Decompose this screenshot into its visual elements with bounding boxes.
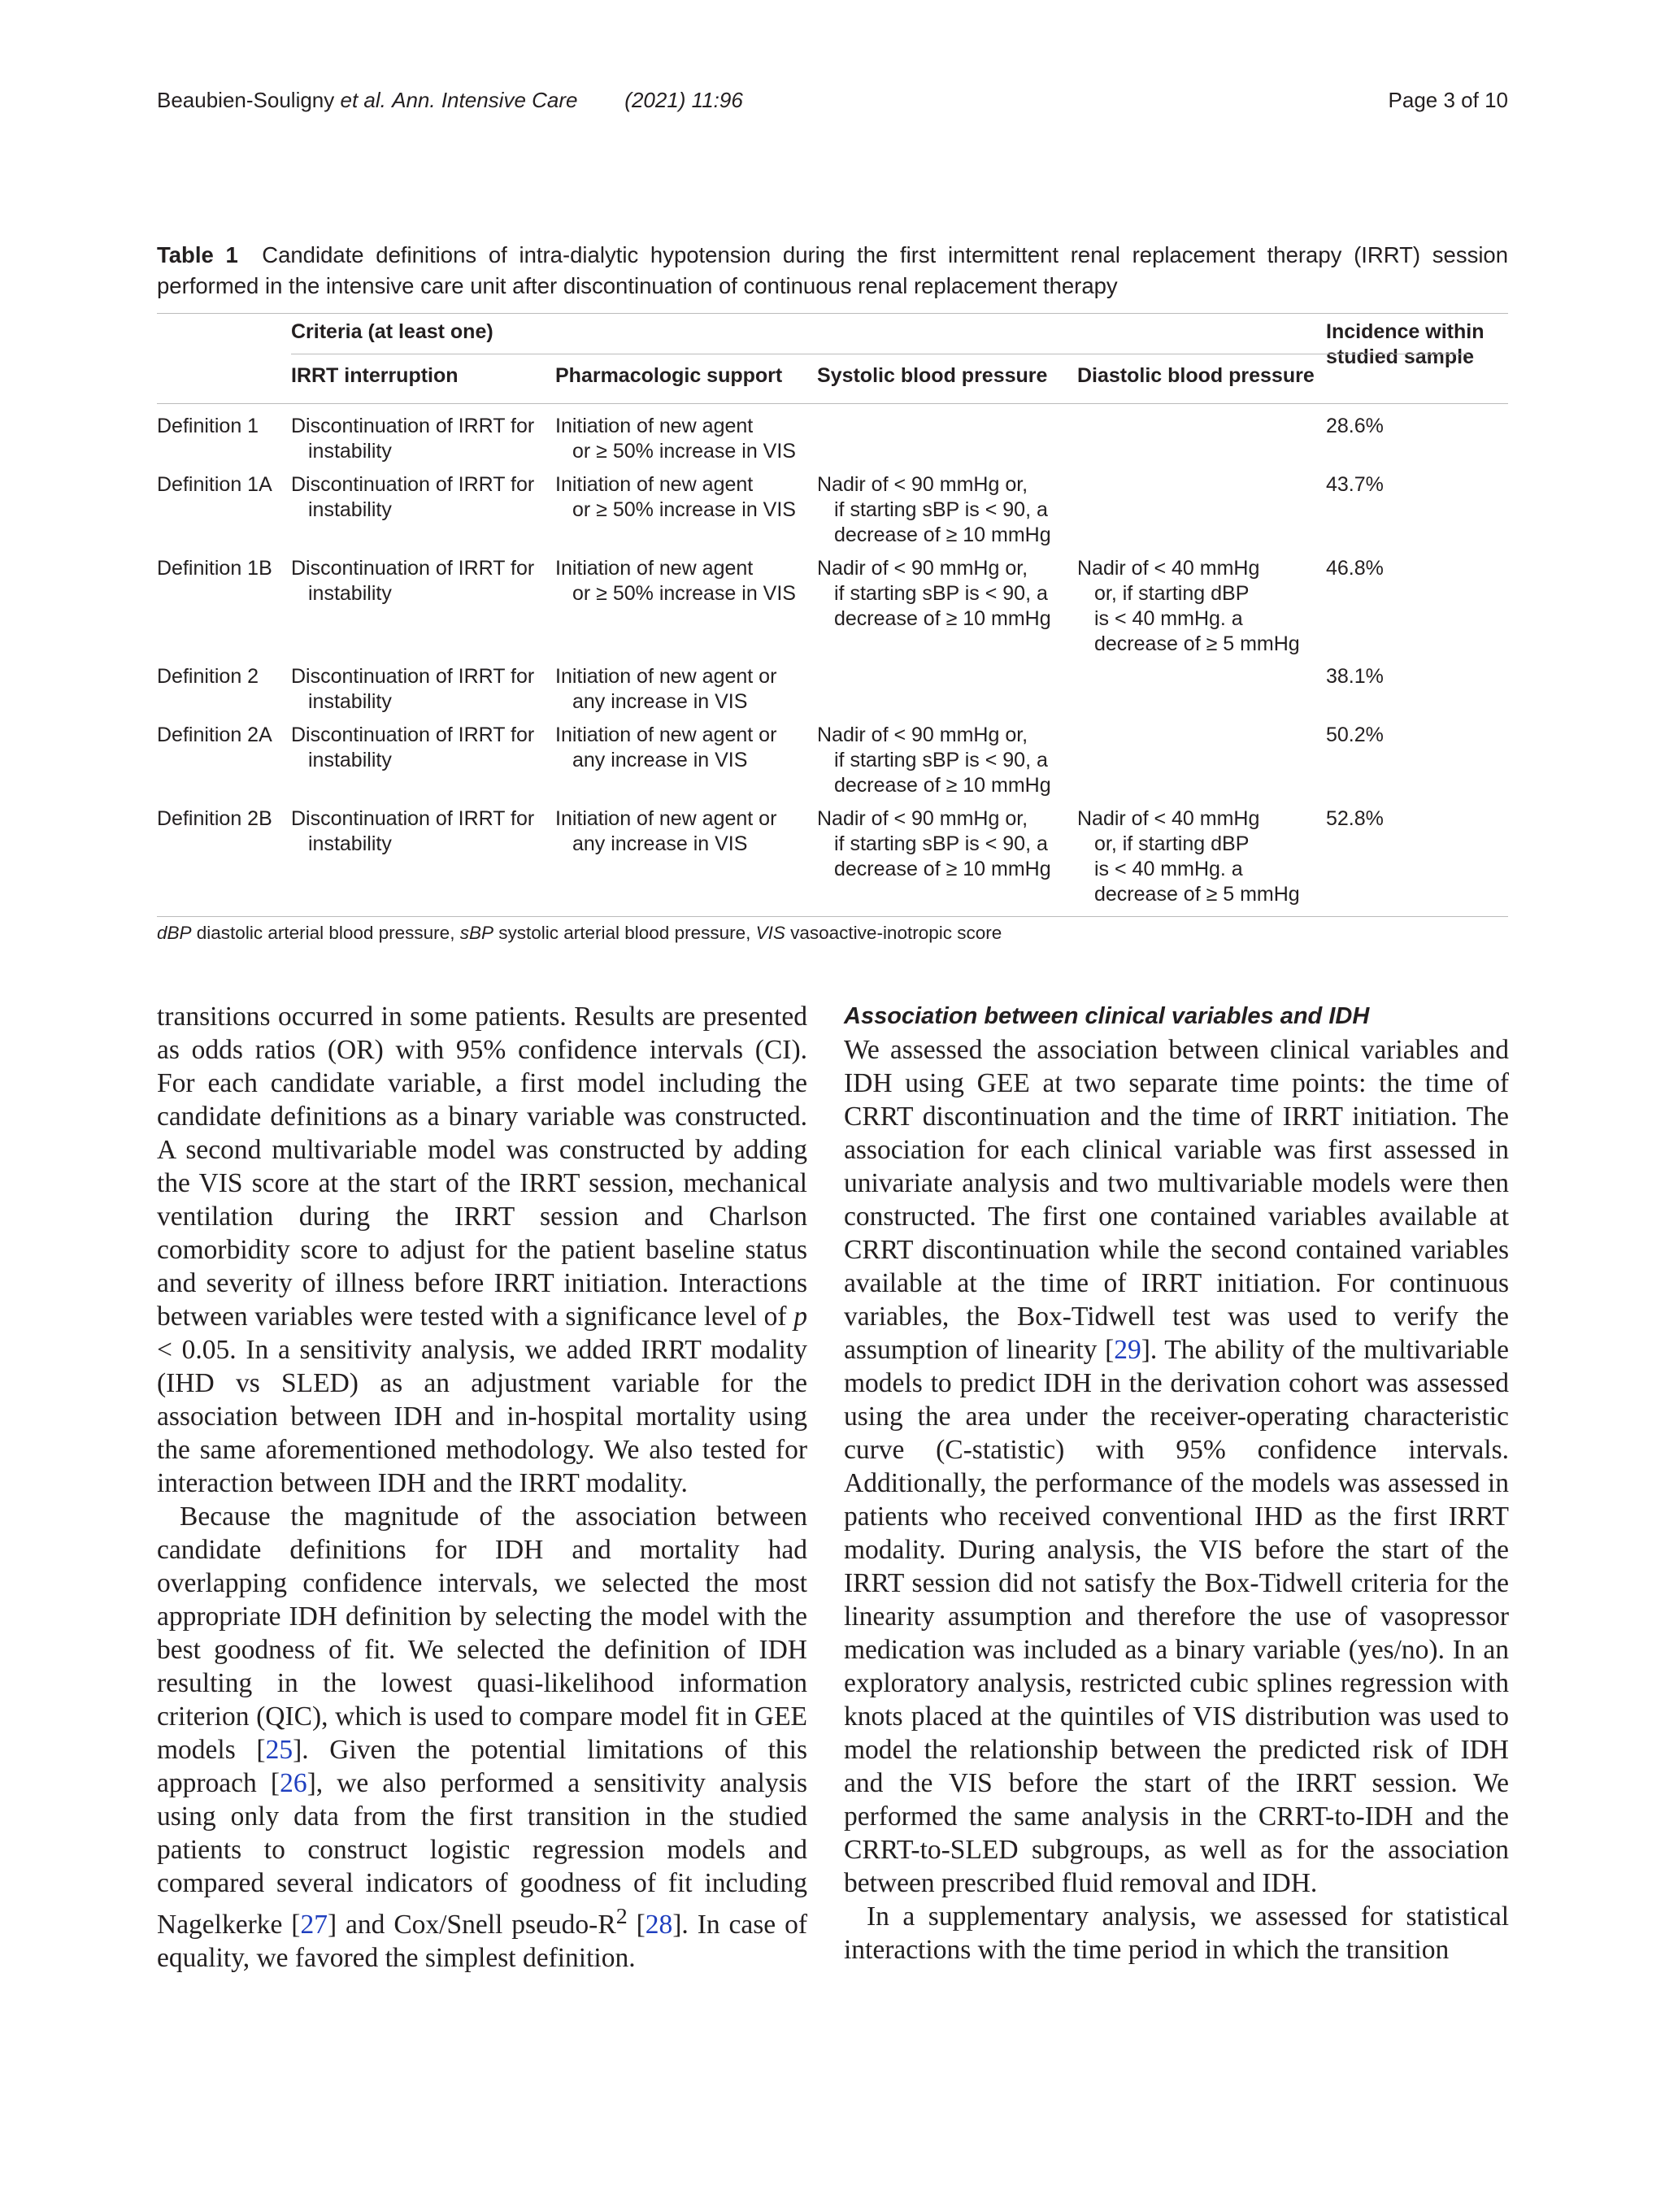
cell-line: decrease of ≥ 10 mmHg [834,774,1051,797]
text-run: ] and Cox/Snell pseudo-R [327,1910,616,1940]
row-name: Definition 2B [157,807,272,830]
incidence-cell: 38.1% [1326,665,1384,688]
incidence-cell: 43.7% [1326,473,1384,496]
cell-line: Initiation of new agent or [555,807,777,830]
cell-line: if starting sBP is < 90, a [834,498,1048,521]
sbp-cell [817,472,1051,548]
text-run: transitions occurred in some patients. Results are presented as odds ratios (OR) with 95% confidence intervals (CI). For each candidate variable, a first model including the candidate definitions as a binary variable was constructed. A second multivariable model was constructed by adding the VIS score at the start of the IRRT session, mechanical ventilation during the IRRT session and Charlson comorbidity score to adjust for the patient baseline status and severity of illness before IRRT initiation. Interactions between variables were tested with a significance level of [157,1002,807,1332]
row-name: Definition 2A [157,724,272,746]
cell-line: or ≥ 50% increase in VIS [572,440,796,463]
incidence-cell: 28.6% [1326,415,1384,437]
right-text-column [844,1000,1509,1966]
math-var: p [793,1302,807,1332]
text-run: We assessed the association between clinical variables and IDH using GEE at two separate time points: the time of CRRT discontinuation and the time of IRRT initiation. The association for each clinical variable was first assessed in univariate analysis and two multivariable models were then constructed. The first one contained variables available at CRRT discontinuation while the second contained variables available at the time of IRRT initiation. For continuous variables, the Box-Tidwell test was used to verify the assumption of linearity [ [844,1035,1509,1365]
cell-line: Nadir of < 90 mmHg or, [817,724,1028,746]
citation-link[interactable]: 26 [280,1768,307,1798]
cell-line: if starting sBP is < 90, a [834,832,1048,855]
cell-line: or, if starting dBP [1094,582,1250,605]
row-name: Definition 1B [157,557,272,580]
pharm-cell [555,723,776,773]
text-run: ]. Given the potential limitations of this approach [ [157,1735,807,1798]
header-journal: Ann. Intensive Care [392,88,578,112]
cell-line: if starting sBP is < 90, a [834,582,1048,605]
cell-line: decrease of ≥ 10 mmHg [834,607,1051,630]
text-run: Because the magnitude of the association between candidate definitions for IDH and mortality had overlapping confidence intervals, we selected the most appropriate IDH definition by selecting the model with the best goodness of fit. We selected the definition of IDH resulting in the lowest quasi-likelihood information criterion (QIC), which is used to compare model fit in GEE models [ [157,1501,807,1765]
cell-line: Discontinuation of IRRT for [291,724,535,746]
col-header-irrt: IRRT interruption [291,364,459,387]
cell-line: or, if starting dBP [1094,832,1250,855]
text-run: ]. In case of equality, we favored the simplest definition. [157,1910,807,1974]
incidence-header: Incidence within studied sample [1326,320,1485,368]
paragraph: In a supplementary analysis, we assessed for statistical interactions with the time period in which the transition [844,1901,1509,1965]
paragraph [157,1500,807,1975]
cell-line: instability [308,498,392,521]
table-top-rule [157,313,1508,314]
cell-line: is < 40 mmHg. a [1094,607,1243,630]
table-header-rule [157,403,1508,404]
header-etal: et al. [340,88,386,112]
footnote-def: vasoactive-inotropic score [785,923,1002,943]
citation-link[interactable]: 28 [645,1910,673,1940]
incidence-cell: 50.2% [1326,724,1384,746]
paragraph [157,1000,807,1500]
text-run: ]. The ability of the multivariable models to predict IDH in the derivation cohort was assessed using the area under the receiver-operating characteristic curve (C-statistic) with 95% confidence intervals. Additionally, the performance of the models was assessed in patients who received conventional IHD as the first IRRT modality. During analysis, the VIS before the start of the IRRT session did not satisfy the Box-Tidwell criteria for the linearity assumption and therefore the use of vasopressor medication was included as a binary variable (yes/no). In an exploratory analysis, restricted cubic splines regression with knots placed at the quintiles of VIS distribution was used to model the relationship between the predicted risk of IDH and the VIS before the start of the IRRT session. We performed the same analysis in the CRRT-to-IDH and the CRRT-to-SLED subgroups, as well as for the association between prescribed fluid removal and IDH. [844,1335,1509,1898]
cell-line: Discontinuation of IRRT for [291,665,535,688]
cell-line: Nadir of < 90 mmHg or, [817,807,1028,830]
pharm-cell [555,414,796,464]
cell-line: Initiation of new agent [555,557,754,580]
pharm-cell [555,806,776,857]
table-caption [157,240,1508,302]
row-name: Definition 1 [157,415,259,437]
dbp-cell [1077,806,1300,907]
cell-line: Discontinuation of IRRT for [291,415,535,437]
cell-line: any increase in VIS [572,832,748,855]
sbp-cell [817,806,1051,882]
irrt-cell [291,806,534,857]
citation-link[interactable]: 25 [265,1735,293,1765]
col-header-pharm: Pharmacologic support [555,364,783,387]
pharm-cell [555,556,796,606]
cell-line: instability [308,582,392,605]
row-name: Definition 1A [157,473,272,496]
paragraph [844,1033,1509,1900]
footnote-abbr: sBP [459,923,493,943]
col-header-dbp: Diastolic blood pressure [1077,364,1315,387]
section-heading: Association between clinical variables and IDH [844,1003,1370,1029]
table-footnote [157,923,1002,944]
text-run: [ [627,1910,646,1940]
running-header [157,88,1508,120]
cell-line: Nadir of < 90 mmHg or, [817,557,1028,580]
cell-line: Nadir of < 40 mmHg [1077,807,1260,830]
page-number: Page 3 of 10 [1388,88,1508,112]
header-volume: (2021) 11:96 [624,88,743,112]
cell-line: Initiation of new agent [555,415,754,437]
col-header-sbp: Systolic blood pressure [817,364,1048,387]
cell-line: instability [308,749,392,771]
pharm-cell [555,472,796,523]
superscript: 2 [615,1904,628,1929]
footnote-def: diastolic arterial blood pressure, [191,923,460,943]
citation-link[interactable]: 27 [300,1910,328,1940]
sbp-cell [817,556,1051,632]
incidence-cell: 52.8% [1326,807,1384,830]
header-authors: Beaubien-Souligny [157,88,335,112]
left-text-column [157,1000,807,1975]
criteria-group-header: Criteria (at least one) [291,320,493,343]
cell-line: Initiation of new agent or [555,724,777,746]
irrt-cell [291,664,534,715]
dbp-cell [1077,556,1300,657]
footnote-def: systolic arterial blood pressure, [493,923,756,943]
cell-line: any increase in VIS [572,749,748,771]
row-name: Definition 2 [157,665,259,688]
header-citation [157,88,743,113]
cell-line: Discontinuation of IRRT for [291,557,535,580]
citation-link[interactable]: 29 [1114,1335,1141,1365]
footnote-abbr: VIS [755,923,785,943]
irrt-cell [291,472,534,523]
irrt-cell [291,556,534,606]
table-label: Table 1 [157,242,238,267]
cell-line: any increase in VIS [572,690,748,713]
incidence-cell: 46.8% [1326,557,1384,580]
footnote-abbr: dBP [157,923,192,943]
table-caption-text: Candidate definitions of intra-dialytic hypotension during the first intermittent renal replacement therapy (IRRT) session performed in the intensive care unit after discontinuation of continuous renal replacement therapy [157,242,1509,298]
irrt-cell [291,414,534,464]
cell-line: decrease of ≥ 5 mmHg [1094,632,1300,655]
table-bottom-rule [157,916,1508,917]
cell-line: decrease of ≥ 10 mmHg [834,858,1051,880]
cell-line: instability [308,440,392,463]
cell-line: or ≥ 50% increase in VIS [572,582,796,605]
cell-line: decrease of ≥ 5 mmHg [1094,883,1300,906]
pharm-cell [555,664,776,715]
text-run: ], we also performed a sensitivity analysis using only data from the first transition in the studied patients to construct logistic regression models and compared several indicators of goodness of fit including Nagelkerke [ [157,1768,807,1940]
text-run: < 0.05. In a sensitivity analysis, we added IRRT modality (IHD vs SLED) as an adjustment variable for the association between IDH and in-hospital mortality using the same aforementioned methodology. We also tested for interaction between IDH and the IRRT modality. [157,1335,807,1498]
irrt-cell [291,723,534,773]
cell-line: Nadir of < 90 mmHg or, [817,473,1028,496]
sbp-cell [817,723,1051,798]
cell-line: instability [308,832,392,855]
cell-line: decrease of ≥ 10 mmHg [834,524,1051,546]
cell-line: instability [308,690,392,713]
cell-line: Initiation of new agent [555,473,754,496]
cell-line: if starting sBP is < 90, a [834,749,1048,771]
cell-line: Discontinuation of IRRT for [291,807,535,830]
cell-line: Discontinuation of IRRT for [291,473,535,496]
cell-line: Nadir of < 40 mmHg [1077,557,1260,580]
cell-line: or ≥ 50% increase in VIS [572,498,796,521]
cell-line: is < 40 mmHg. a [1094,858,1243,880]
cell-line: Initiation of new agent or [555,665,777,688]
